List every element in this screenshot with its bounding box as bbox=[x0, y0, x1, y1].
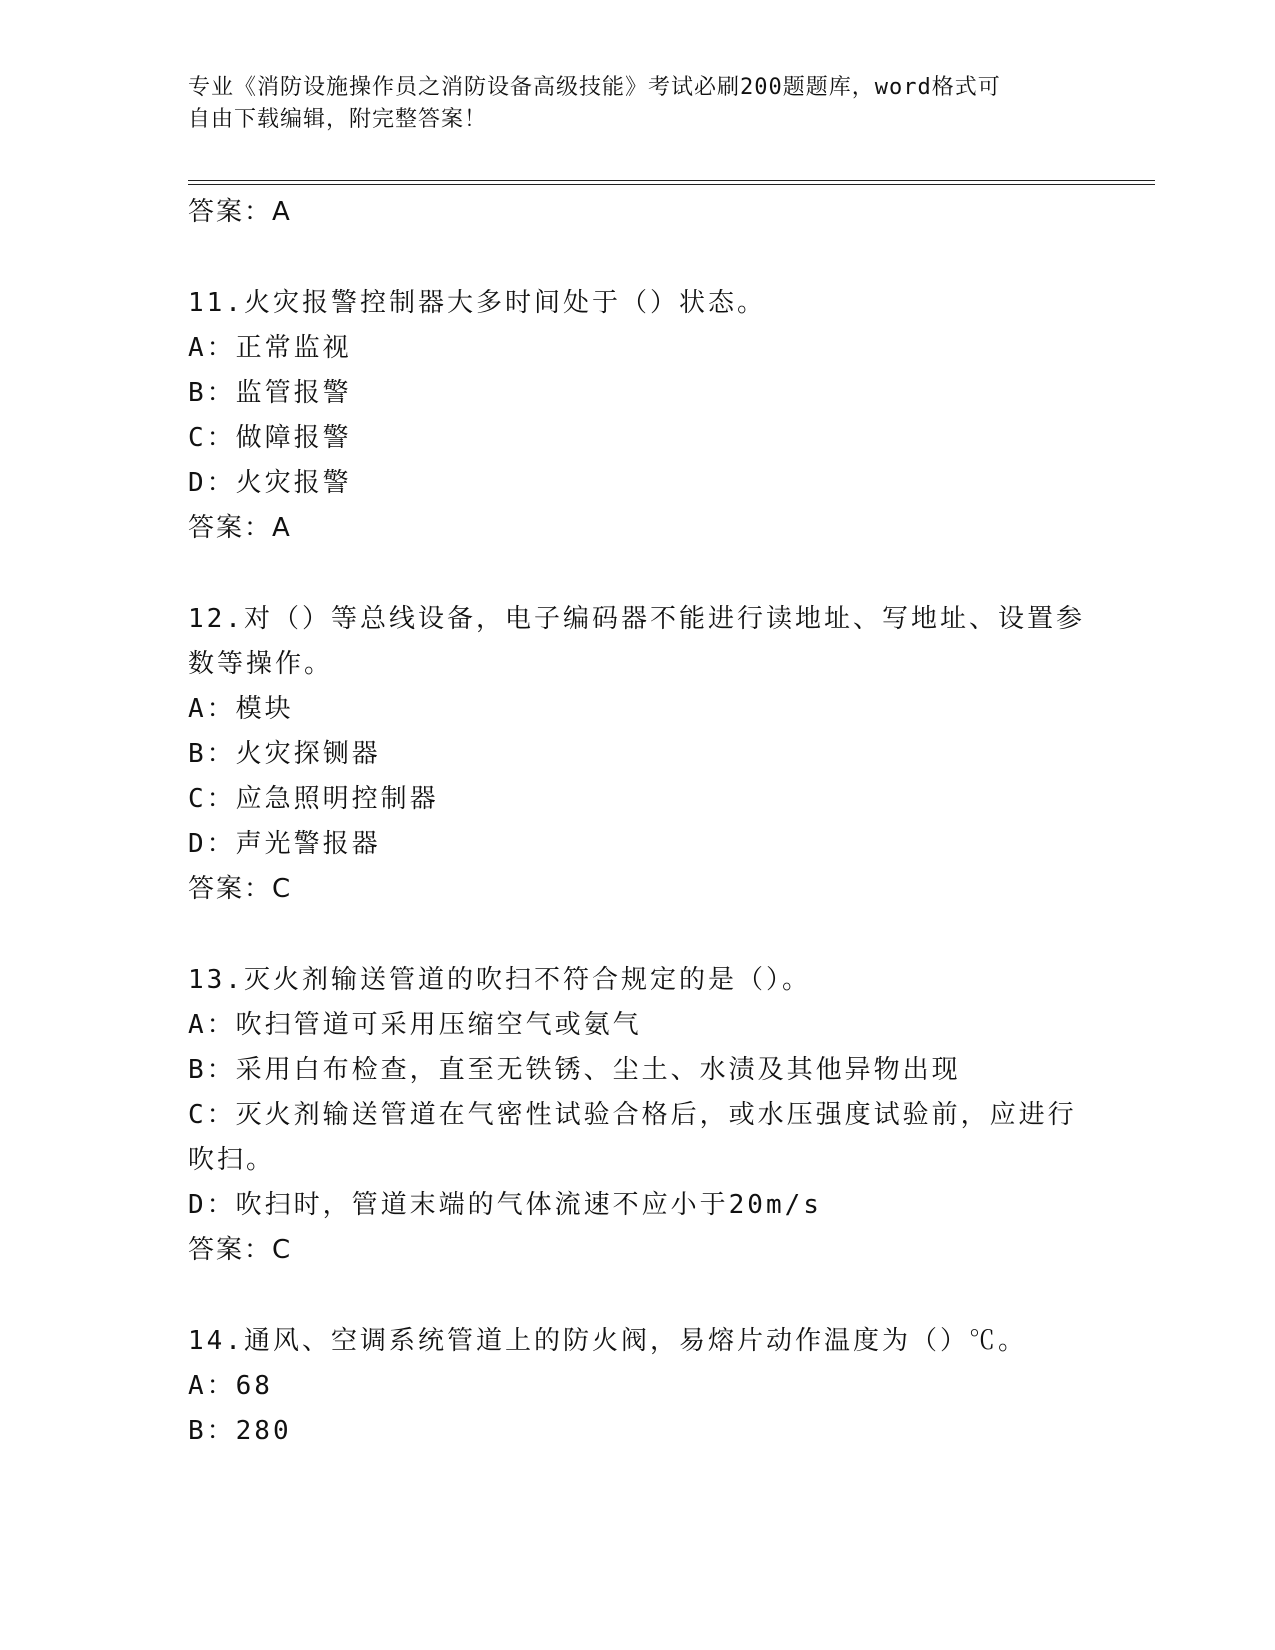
option-c: C：做障报警 bbox=[188, 423, 352, 453]
option-b: B：280 bbox=[188, 1416, 292, 1446]
question-text: 11.火灾报警控制器大多时间处于（）状态。 bbox=[188, 288, 766, 318]
header-divider-bottom bbox=[188, 184, 1155, 185]
option-a: A：正常监视 bbox=[188, 333, 352, 363]
answer: 答案：C bbox=[188, 1235, 293, 1265]
question-14 bbox=[188, 1319, 1088, 1454]
option-c: C：灭火剂输送管道在气密性试验合格后，或水压强度试验前，应进行 bbox=[188, 1100, 1077, 1130]
option-b: B：火灾探铡器 bbox=[188, 739, 381, 769]
option-c: C：应急照明控制器 bbox=[188, 784, 439, 814]
document-header bbox=[188, 72, 1088, 136]
option-c-continued: 吹扫。 bbox=[188, 1145, 276, 1175]
question-list bbox=[188, 190, 1088, 1454]
option-b: B：采用白布检查，直至无铁锈、尘土、水渍及其他异物出现 bbox=[188, 1055, 961, 1085]
header-line-2: 自由下载编辑，附完整答案！ bbox=[188, 107, 488, 132]
option-a: A：68 bbox=[188, 1371, 273, 1401]
answer: 答案：A bbox=[188, 513, 292, 543]
question-12 bbox=[188, 597, 1088, 912]
question-text-continued: 数等操作。 bbox=[188, 649, 334, 679]
question-13 bbox=[188, 958, 1088, 1273]
question-text: 12.对（）等总线设备，电子编码器不能进行读地址、写地址、设置参 bbox=[188, 604, 1085, 634]
previous-answer: 答案：A bbox=[188, 197, 292, 227]
question-text: 13.灭火剂输送管道的吹扫不符合规定的是（）。 bbox=[188, 965, 811, 995]
option-a: A：吹扫管道可采用压缩空气或氨气 bbox=[188, 1010, 642, 1040]
option-b: B：监管报警 bbox=[188, 378, 352, 408]
option-d: D：声光警报器 bbox=[188, 829, 381, 859]
option-d: D：吹扫时，管道末端的气体流速不应小于20m/s bbox=[188, 1190, 822, 1220]
header-line-1: 专业《消防设施操作员之消防设备高级技能》考试必刷200题题库，word格式可 bbox=[188, 75, 1001, 100]
answer: 答案：C bbox=[188, 874, 293, 904]
option-a: A：模块 bbox=[188, 694, 294, 724]
header-divider-top bbox=[188, 180, 1155, 181]
question-text: 14.通风、空调系统管道上的防火阀，易熔片动作温度为（）℃。 bbox=[188, 1326, 1027, 1356]
option-d: D：火灾报警 bbox=[188, 468, 352, 498]
question-11 bbox=[188, 281, 1088, 551]
